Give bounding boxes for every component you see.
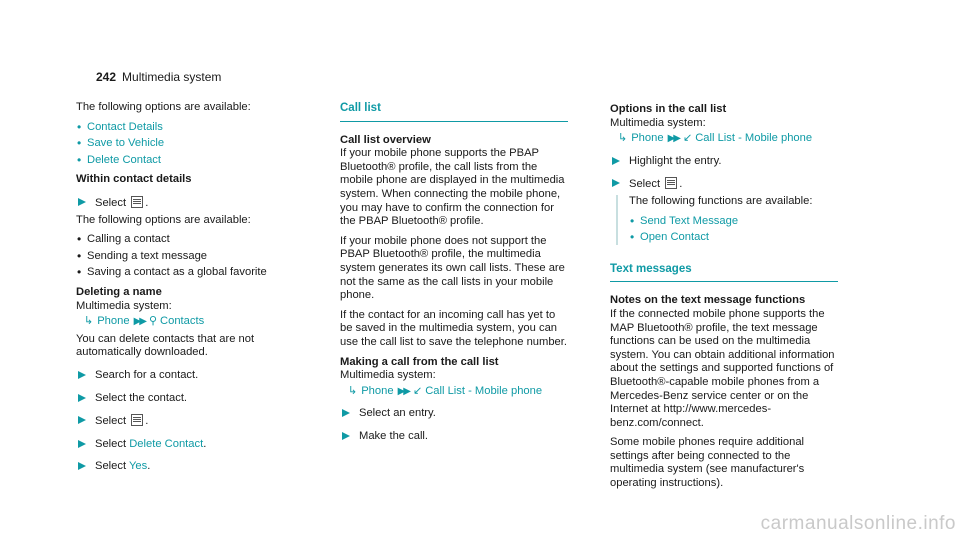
double-chevron-icon: ▶▶ <box>667 133 679 145</box>
overview-paragraph: If your mobile phone supports the PBAP Bluetooth® profile, the call lists from the mobile phone are displayed in the multimedia system. When connecting the mobile phone, you may have to confirm the connection for the PBAP Bluetooth® profile. <box>340 147 565 228</box>
page-number: 242 <box>96 70 117 84</box>
system-label: Multimedia system: <box>76 299 172 312</box>
functions-block <box>616 195 838 245</box>
intro-text: The following options are available: <box>76 101 251 113</box>
menu-path <box>348 385 568 399</box>
path-call-list[interactable]: Call List - Mobile phone <box>695 132 813 145</box>
step: Highlight the entry. <box>610 155 838 169</box>
step: Search for a contact. <box>76 369 314 383</box>
search-icon: ⚲ <box>148 315 158 328</box>
step: Select . <box>610 177 838 192</box>
step: Select . <box>76 414 314 429</box>
step: Select Yes. <box>76 460 314 474</box>
path-arrow-icon: ↳ <box>618 132 628 145</box>
column-3 <box>610 101 838 497</box>
functions-intro: The following functions are available: <box>629 194 813 207</box>
overview-paragraph: If the contact for an incoming call has yet to be saved in the multimedia system, you can use the call list to save the telephone number. <box>340 308 567 348</box>
overview-heading: Call list overview <box>340 133 431 146</box>
step: Select an entry. <box>340 407 568 421</box>
notes-paragraph: If the connected mobile phone supports the MAP Bluetooth® profile, the text message functions can be used on the multimedia system. You can obtain additional information about the settings and supported functions of Bluetooth®-capable mobile phones from a Mercedes-Benz service center or on the Internet at http://www.mercedes-benz.com/connect. <box>610 307 835 429</box>
step: Select . <box>76 196 314 211</box>
options-list <box>76 121 314 168</box>
step-arrow-icon <box>78 394 86 402</box>
step-arrow-icon <box>78 440 86 448</box>
step-arrow-icon <box>78 462 86 470</box>
menu-icon <box>131 196 143 208</box>
page-header <box>96 71 221 85</box>
deleting-heading: Deleting a name <box>76 285 162 298</box>
step: Select the contact. <box>76 392 314 406</box>
step-arrow-icon <box>342 432 350 440</box>
path-phone[interactable]: Phone <box>361 384 394 397</box>
deleting-text: You can delete contacts that are not automatically downloaded. <box>76 332 255 359</box>
menu-path <box>84 315 314 329</box>
step: Select Delete Contact. <box>76 438 314 452</box>
path-contacts[interactable]: Contacts <box>160 315 205 328</box>
step-arrow-icon <box>612 157 620 165</box>
section-title-text-messages: Text messages <box>610 263 838 283</box>
path-call-list[interactable]: Call List - Mobile phone <box>425 384 543 397</box>
system-label: Multimedia system: <box>610 116 706 129</box>
path-arrow-icon: ↳ <box>84 315 94 328</box>
notes-heading: Notes on the text message functions <box>610 294 806 307</box>
notes-paragraph: Some mobile phones require additional settings after being connected to the multimedia system (see manufacturer's operating instructions). <box>610 436 805 490</box>
overview-paragraph: If your mobile phone does not support the PBAP Bluetooth® profile, the multimedia system generates its own call lists. These are not the same as the call lists in your mobile phone. <box>340 234 565 302</box>
path-phone[interactable]: Phone <box>631 132 664 145</box>
delete-contact-link[interactable]: Delete Contact <box>129 437 204 450</box>
step-arrow-icon <box>78 198 86 206</box>
path-phone[interactable]: Phone <box>97 315 130 328</box>
step: Make the call. <box>340 430 568 444</box>
system-label: Multimedia system: <box>340 369 436 382</box>
list-item[interactable]: • Send Text Message <box>629 215 838 229</box>
step-arrow-icon <box>78 416 86 424</box>
menu-path <box>618 132 838 146</box>
menu-icon <box>665 177 677 189</box>
watermark: carmanualsonline.info <box>760 513 956 534</box>
list-item: • Calling a contact <box>76 233 314 247</box>
step-arrow-icon <box>342 409 350 417</box>
yes-link[interactable]: Yes <box>129 460 148 473</box>
call-list-icon: ↙ <box>412 384 423 397</box>
double-chevron-icon: ▶▶ <box>397 385 409 397</box>
section-name: Multimedia system <box>122 70 222 84</box>
path-arrow-icon: ↳ <box>348 384 358 397</box>
call-list-icon: ↙ <box>682 132 693 145</box>
options-heading: Options in the call list <box>610 103 727 115</box>
list-item: • Sending a text message <box>76 250 314 264</box>
column-1 <box>76 101 314 474</box>
within-options-list <box>76 233 314 280</box>
list-item: • Saving a contact as a global favorite <box>76 266 314 280</box>
making-heading: Making a call from the call list <box>340 355 499 368</box>
list-item[interactable]: • Save to Vehicle <box>76 137 314 151</box>
list-item[interactable]: • Contact Details <box>76 121 314 135</box>
list-item[interactable]: • Open Contact <box>629 231 838 245</box>
column-2 <box>340 102 568 443</box>
list-item[interactable]: • Delete Contact <box>76 154 314 168</box>
within-intro: The following options are available: <box>76 213 251 226</box>
menu-icon <box>131 414 143 426</box>
double-chevron-icon: ▶▶ <box>133 316 145 328</box>
section-title-call-list: Call list <box>340 102 568 122</box>
within-heading: Within contact details <box>76 173 192 186</box>
functions-list <box>629 215 838 245</box>
step-arrow-icon <box>78 371 86 379</box>
step-arrow-icon <box>612 179 620 187</box>
